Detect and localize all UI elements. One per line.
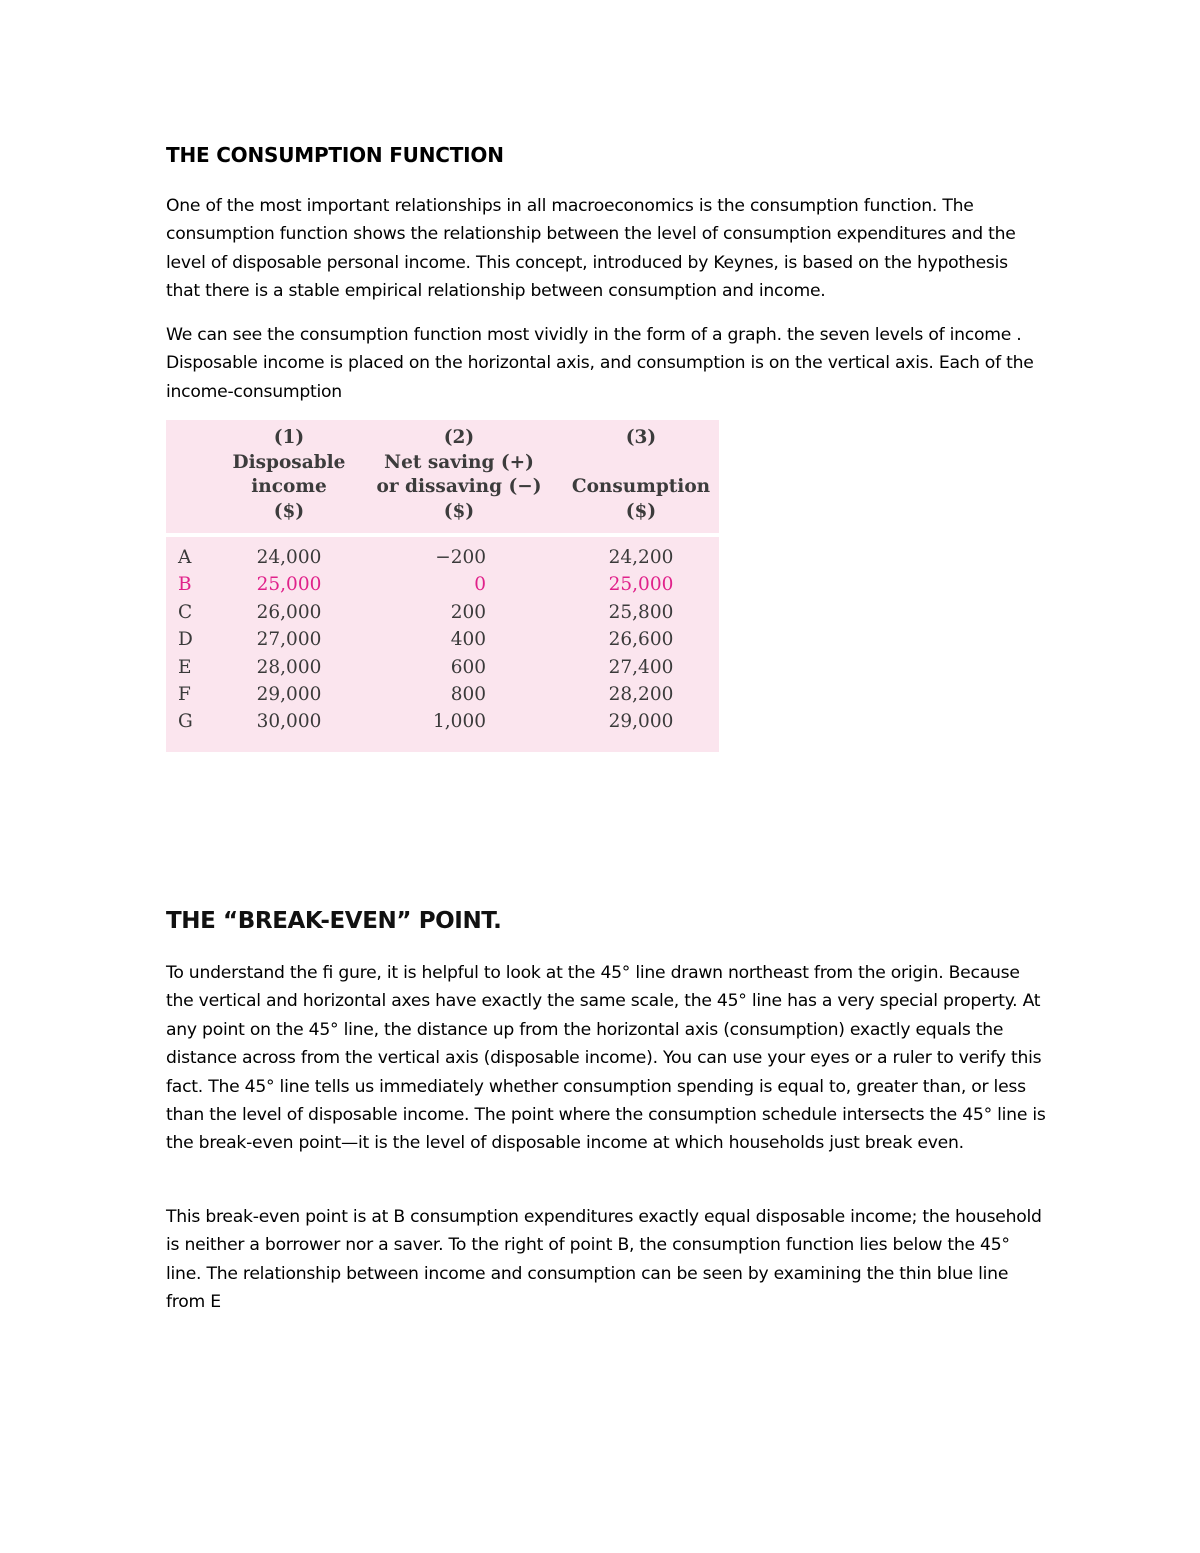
table-row bbox=[166, 708, 719, 735]
cell-income: 25,000 bbox=[256, 574, 322, 596]
cell-income: 26,000 bbox=[256, 601, 322, 623]
cell-income: 28,000 bbox=[256, 656, 322, 678]
cell-consumption: 24,200 bbox=[608, 547, 674, 568]
cell-income: 24,000 bbox=[256, 547, 322, 568]
cell-saving: 400 bbox=[450, 629, 486, 651]
row-label: C bbox=[178, 601, 193, 623]
row-label: B bbox=[178, 574, 192, 596]
cell-consumption: 27,400 bbox=[608, 656, 674, 678]
break-even-point-b-paragraph: This break-even point is at B consumption expenditures exactly equal disposable income; the household is neither a borrower nor a saver. To the right of point B, the consumption function lies below the 45° line. The relationship between income and consumption can be seen by examining the thin blue line from E bbox=[166, 1207, 1042, 1313]
header-line: ($) bbox=[273, 500, 305, 522]
cell-consumption: 25,800 bbox=[608, 601, 674, 623]
header-line: Consumption bbox=[571, 476, 711, 497]
header-line: ($) bbox=[443, 500, 475, 522]
table-row bbox=[166, 599, 719, 626]
cell-consumption: 29,000 bbox=[608, 711, 674, 733]
cell-income: 27,000 bbox=[256, 629, 322, 651]
table-row bbox=[166, 654, 719, 681]
table-row bbox=[166, 626, 719, 653]
section-title-break-even-point: THE “BREAK-EVEN” POINT. bbox=[166, 908, 502, 934]
cell-consumption: 25,000 bbox=[608, 574, 674, 596]
intro-paragraph: One of the most important relationships in all macroeconomics is the consumption function. The consumption function shows the relationship between the level of consumption expenditures and the level of disposable personal income. This concept, introduced by Keynes, is based on the hypothesis that there is a stable empirical relationship between consumption and income. bbox=[166, 196, 1016, 302]
header-line: income bbox=[251, 476, 327, 497]
header-line: (2) bbox=[443, 427, 475, 448]
cell-saving: −200 bbox=[435, 547, 486, 568]
cell-consumption: 28,200 bbox=[608, 683, 674, 705]
header-line: Net saving (+) bbox=[384, 451, 534, 473]
row-label: F bbox=[178, 683, 191, 705]
cell-saving: 0 bbox=[474, 574, 486, 596]
header-consumption bbox=[566, 426, 716, 524]
cell-saving: 1,000 bbox=[433, 711, 486, 733]
section-title-consumption-function: THE CONSUMPTION FUNCTION bbox=[166, 143, 504, 167]
header-disposable-income bbox=[228, 426, 350, 524]
table-divider bbox=[166, 533, 719, 537]
header-line: Disposable bbox=[232, 451, 346, 473]
row-label: G bbox=[178, 711, 193, 733]
table-body bbox=[166, 544, 719, 736]
consumption-schedule-table bbox=[166, 420, 719, 752]
cell-consumption: 26,600 bbox=[608, 629, 674, 651]
row-label: A bbox=[178, 547, 192, 568]
cell-income: 29,000 bbox=[256, 683, 322, 705]
cell-saving: 600 bbox=[450, 656, 486, 678]
table-row bbox=[166, 544, 719, 571]
graph-description-paragraph: We can see the consumption function most vividly in the form of a graph. the seven levels of income . Disposable income is placed on the horizontal axis, and consumption is on the vertical axis. Each of the income-consumption bbox=[166, 325, 1034, 402]
header-spacer bbox=[566, 451, 716, 476]
header-line: ($) bbox=[625, 500, 657, 522]
break-even-explanation-paragraph: To understand the ﬁ gure, it is helpful to look at the 45° line drawn northeast from the origin. Because the vertical and horizontal axes have exactly the same scale, the 45° line has a very special property. At any point on the 45° line, the distance up from the horizontal axis (consumption) exactly equals the distance across from the vertical axis (disposable income). You can use your eyes or a ruler to verify this fact. The 45° line tells us immediately whether consumption spending is equal to, greater than, or less than the level of disposable income. The point where the consumption schedule intersects the 45° line is the break-even point—it is the level of disposable income at which households just break even. bbox=[166, 963, 1046, 1154]
row-label: D bbox=[178, 629, 193, 651]
header-line: or dissaving (−) bbox=[376, 476, 542, 497]
cell-saving: 200 bbox=[450, 601, 486, 623]
header-net-saving bbox=[368, 426, 550, 524]
header-line: (1) bbox=[273, 427, 305, 448]
table-row-break-even bbox=[166, 571, 719, 598]
header-line: (3) bbox=[625, 427, 657, 448]
cell-income: 30,000 bbox=[256, 711, 322, 733]
row-label: E bbox=[178, 656, 192, 678]
table-row bbox=[166, 681, 719, 708]
cell-saving: 800 bbox=[450, 683, 486, 705]
